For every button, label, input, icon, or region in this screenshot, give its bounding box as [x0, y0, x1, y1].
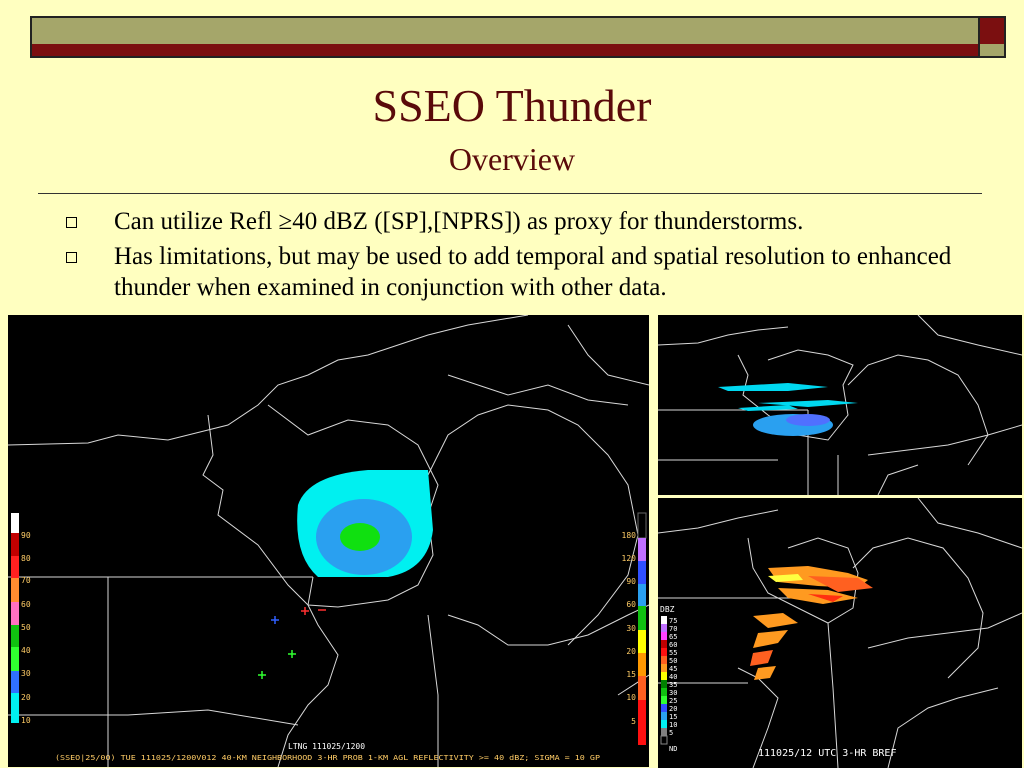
left-scale-label: 30 — [21, 669, 31, 678]
header-corner-olive — [978, 44, 1006, 58]
header-bar-red — [30, 44, 980, 58]
probability-map-image — [8, 315, 649, 767]
dbz-scale-label: 50 — [669, 657, 678, 665]
left-scale-label: 50 — [21, 623, 31, 632]
right-scale-label: 90 — [626, 577, 636, 586]
map-footer-caption: (SSEO|25/00) TUE 111025/1200V012 40-KM NEIGHBORHOOD 3-HR PROB 1-KM AGL REFLECTIVITY >= 40 dBZ; SIGMA = 10 GP — [55, 754, 600, 762]
title-divider — [38, 193, 982, 194]
left-scale-label: 40 — [21, 646, 31, 655]
bullet-item — [60, 241, 1010, 303]
header-bar-olive — [30, 16, 980, 46]
dbz-scale-label: 40 — [669, 673, 678, 681]
bullet-text: Has limitations, but may be used to add temporal and spatial resolution to enhanced thunder when examined in conjunction with other data. — [114, 243, 952, 301]
dbz-scale-label: 60 — [669, 641, 678, 649]
dbz-scale-title: DBZ — [660, 605, 675, 614]
right-scale-label: 15 — [626, 670, 636, 679]
slide-subtitle: Overview — [448, 141, 576, 177]
reflectivity-map-image-bottom — [658, 498, 1022, 768]
right-scale-label: 5 — [631, 717, 636, 726]
dbz-scale-label: 35 — [669, 681, 678, 689]
dbz-scale-label: 15 — [669, 713, 678, 721]
dbz-scale-label: ND — [669, 745, 678, 753]
left-scale-label: 10 — [21, 716, 31, 725]
map-time-label: LTNG 111025/1200 — [288, 742, 366, 751]
right-scale-label: 10 — [626, 693, 636, 702]
bullet-square-icon — [66, 252, 77, 263]
bullet-item — [60, 206, 1010, 237]
left-scale-label: 60 — [21, 600, 31, 609]
dbz-scale-label: 25 — [669, 697, 678, 705]
left-scale-label: 70 — [21, 576, 31, 585]
right-scale-label: 120 — [621, 554, 636, 563]
slide-title: SSEO Thunder — [372, 80, 652, 131]
bullet-text: Can utilize Refl ≥40 dBZ ([SP],[NPRS]) as proxy for thunderstorms. — [114, 208, 804, 235]
dbz-scale-label: 10 — [669, 721, 678, 729]
dbz-scale-label: 75 — [669, 617, 678, 625]
dbz-scale-label: 5 — [669, 729, 674, 737]
dbz-scale-label: 65 — [669, 633, 678, 641]
right-scale-label: 20 — [626, 647, 636, 656]
bullet-square-icon — [66, 217, 77, 228]
right-scale-label: 60 — [626, 600, 636, 609]
dbz-scale-label: 55 — [669, 649, 678, 657]
left-scale-label: 90 — [21, 531, 31, 540]
left-scale-label: 20 — [21, 693, 31, 702]
left-scale-label: 80 — [21, 554, 31, 563]
dbz-scale-label: 70 — [669, 625, 678, 633]
right-scale-label: 30 — [626, 624, 636, 633]
right-scale-label: 180 — [621, 531, 636, 540]
bref-footer-caption: 111025/12 UTC 3-HR BREF — [758, 748, 897, 759]
bullet-list — [60, 206, 1010, 307]
reflectivity-map-image-top — [658, 315, 1022, 495]
dbz-scale-label: 45 — [669, 665, 678, 673]
dbz-scale-label: 30 — [669, 689, 678, 697]
header-corner-red — [978, 16, 1006, 46]
dbz-scale-label: 20 — [669, 705, 678, 713]
